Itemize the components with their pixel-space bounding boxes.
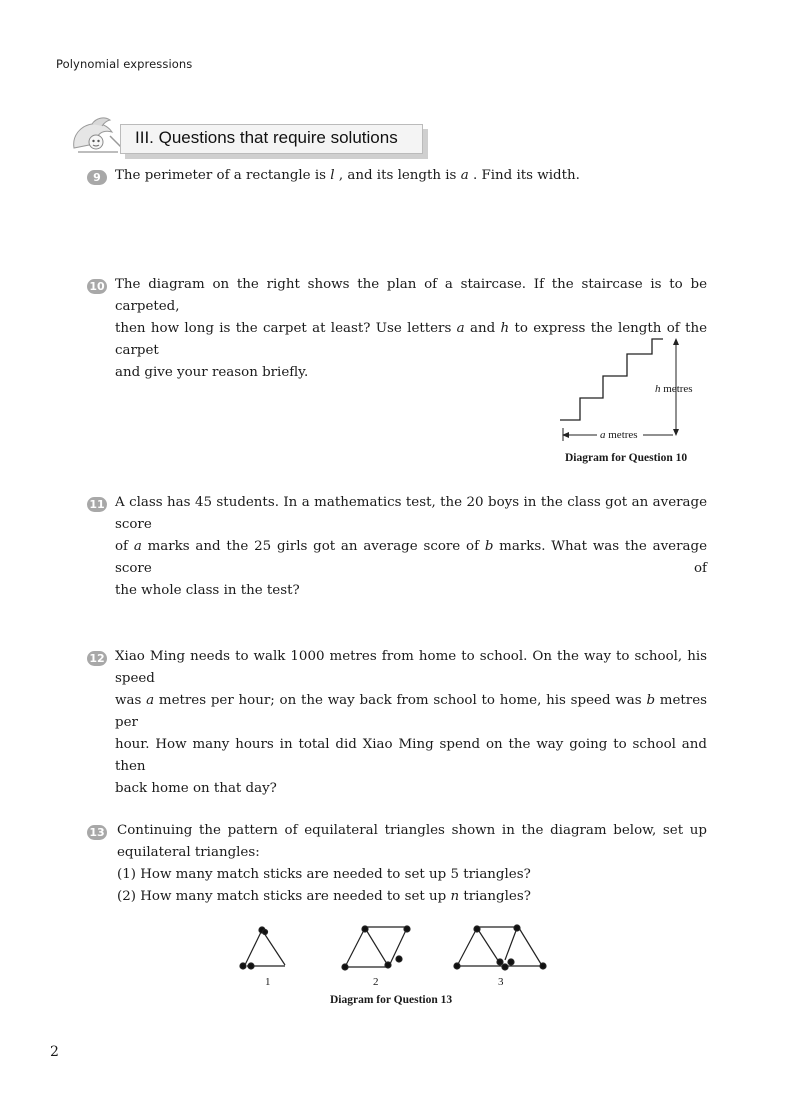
figure-label: 3 <box>498 976 504 988</box>
text-line: back home on that day? <box>115 781 277 796</box>
question-13-text <box>117 820 707 908</box>
height-label: h metres <box>655 383 693 395</box>
mascot-icon <box>70 114 126 158</box>
figure-label: 1 <box>265 976 271 988</box>
question-number-badge: 9 <box>87 170 107 185</box>
section-title-box <box>120 124 423 154</box>
question-number-badge: 13 <box>87 825 107 840</box>
text-line: (2) How many match sticks are needed to set up n triangles? <box>117 889 531 904</box>
text-line: Xiao Ming needs to walk 1000 metres from home to school. On the way to school, his speed <box>115 649 707 686</box>
text-line: hour. How many hours in total did Xiao Ming spend on the way going to school and then <box>115 737 707 774</box>
question-number-badge: 11 <box>87 497 107 512</box>
question-9-text: The perimeter of a rectangle is l , and its length is a . Find its width. <box>115 168 580 183</box>
text-line: the whole class in the test? <box>115 583 300 598</box>
section-title: III. Questions that require solutions <box>135 128 398 147</box>
text-line: was a metres per hour; on the way back from school to home, his speed was b metres per <box>115 693 707 730</box>
question-number-badge: 12 <box>87 651 107 666</box>
text-line: of a marks and the 25 girls got an average score of b marks. What was the average score of <box>115 539 707 576</box>
figure-label: 2 <box>373 976 379 988</box>
text-line: and give your reason briefly. <box>115 365 309 380</box>
staircase-outline <box>560 339 663 420</box>
text-line: Continuing the pattern of equilateral triangles shown in the diagram below, set up <box>117 823 707 838</box>
text-line: (1) How many match sticks are needed to set up 5 triangles? <box>117 867 531 882</box>
section-banner <box>70 114 430 158</box>
text-line: A class has 45 students. In a mathematics test, the 20 boys in the class got an average score <box>115 495 707 532</box>
height-arrow-head-top <box>673 338 679 345</box>
triangle-figure-2 <box>342 926 410 970</box>
triangle-figure-3 <box>454 925 546 970</box>
width-label: a metres <box>600 429 638 441</box>
triangles-diagram <box>235 920 555 978</box>
question-number-badge: 10 <box>87 279 107 294</box>
triangle-figure-1 <box>240 927 285 969</box>
diagram-caption: Diagram for Question 10 <box>565 452 688 464</box>
page-number: 2 <box>50 1044 59 1060</box>
text-line: equilateral triangles: <box>117 845 260 860</box>
diagram-caption: Diagram for Question 13 <box>330 994 453 1006</box>
height-arrow-head-bottom <box>673 429 679 436</box>
text-line: The diagram on the right shows the plan of a staircase. If the staircase is to be carpeted, <box>115 277 707 314</box>
text-line: then how long is the carpet at least? Use letters a and h to express the length of the carpet <box>115 321 707 358</box>
question-12-text <box>115 646 707 800</box>
question-11-text <box>115 492 707 602</box>
running-head: Polynomial expressions <box>56 57 193 71</box>
